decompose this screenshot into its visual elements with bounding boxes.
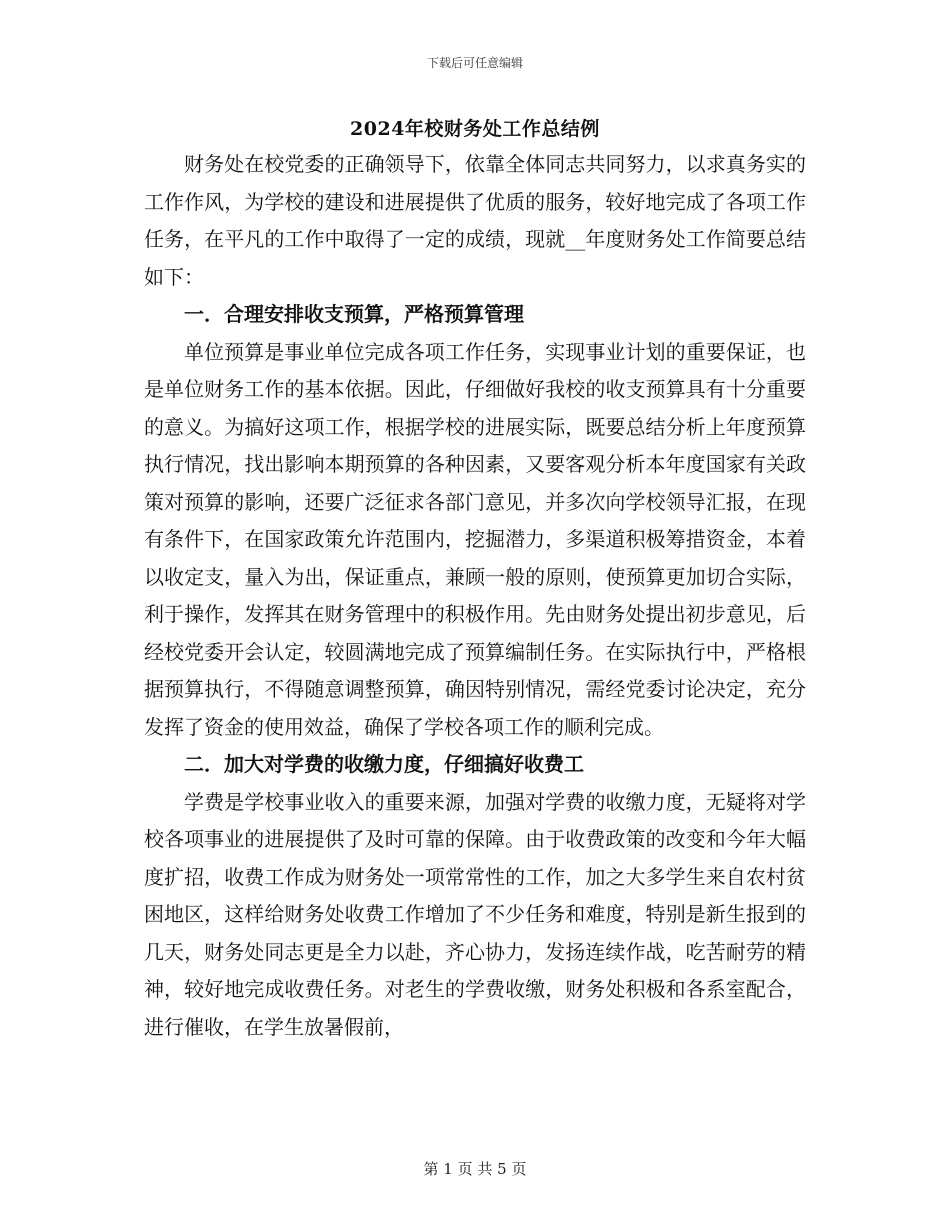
section-heading-2: 二．加大对学费的收缴力度，仔细搞好收费工 bbox=[184, 752, 584, 776]
section-body-2: 学费是学校事业收入的重要来源，加强对学费的收缴力度，无疑将对学校各项事业的进展提供了及时可靠的保障。由于收费政策的改变和今年大幅度扩招，收费工作成为财务处一项常常性的工作，加之大多学生来自农村贫困地区，这样给财务处收费工作增加了不少任务和难度，特别是新生报到的几天，财务处同志更是全力以赴，齐心协力，发扬连续作战，吃苦耐劳的精神，较好地完成收费任务。对老生的学费收缴，财务处积极和各系室配合，进行催收，在学生放暑假前， bbox=[144, 789, 806, 1039]
page-header-note: 下载后可任意编辑 bbox=[426, 56, 523, 70]
document-title: 2024年校财务处工作总结例 bbox=[350, 118, 600, 140]
section-heading-1: 一．合理安排收支预算，严格预算管理 bbox=[184, 302, 524, 326]
page-number: 第 1 页 共 5 页 bbox=[423, 1160, 527, 1178]
section-body-1: 单位预算是事业单位完成各项工作任务，实现事业计划的重要保证，也是单位财务工作的基本依据。因此，仔细做好我校的收支预算具有十分重要的意义。为搞好这项工作，根据学校的进展实际，既要总结分析上年度预算执行情况，找出影响本期预算的各种因素，又要客观分析本年度国家有关政策对预算的影响，还要广泛征求各部门意见，并多次向学校领导汇报，在现有条件下，在国家政策允许范围内，挖掘潜力，多渠道积极筹措资金，本着以收定支，量入为出，保证重点，兼顾一般的原则，使预算更加切合实际，利于操作，发挥其在财务管理中的积极作用。先由财务处提出初步意见，后经校党委开会认定，较圆满地完成了预算编制任务。在实际执行中，严格根据预算执行，不得随意调整预算，确因特别情况，需经党委讨论决定，充分发挥了资金的使用效益，确保了学校各项工作的顺利完成。 bbox=[144, 339, 806, 739]
intro-paragraph: 财务处在校党委的正确领导下，依靠全体同志共同努力，以求真务实的工作作风，为学校的建设和进展提供了优质的服务，较好地完成了各项工作任务，在平凡的工作中取得了一定的成绩，现就__年度财务处工作简要总结如下： bbox=[144, 152, 806, 289]
document-body bbox=[144, 112, 806, 1046]
